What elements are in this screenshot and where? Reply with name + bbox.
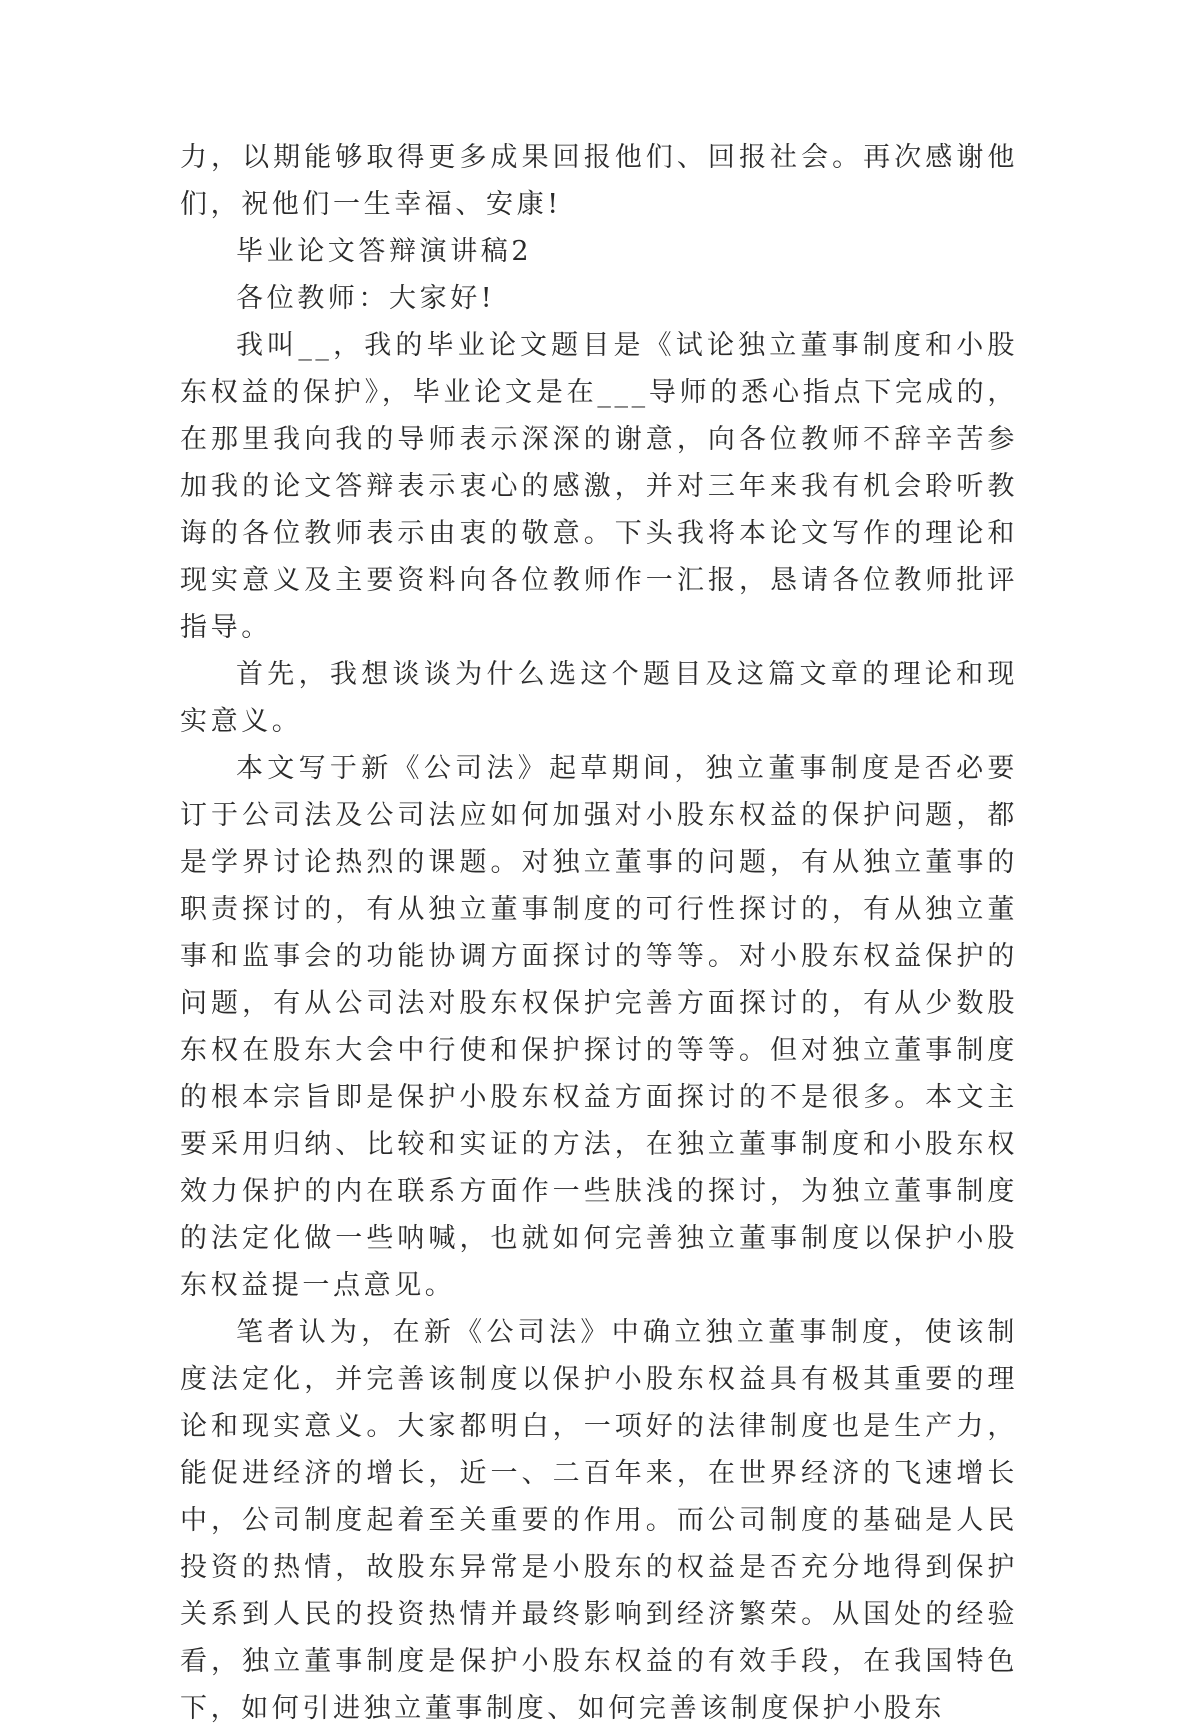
paragraph-closing-thanks: 力，以期能够取得更多成果回报他们、回报社会。再次感谢他们，祝他们一生幸福、安康! — [180, 142, 1018, 220]
paragraph-introduction: 我叫__，我的毕业论文题目是《试论独立董事制度和小股东权益的保护》，毕业论文是在___导师的悉心指点下完成的，在那里我向我的导师表示深深的谢意，向各位教师不辞辛苦参加我的论文答辩表示衷心的感激，并对三年来我有机会聆听教诲的各位教师表示由衷的敬意。下头我将本论文写作的理论和现实意义及主要资料向各位教师作一汇报，恳请各位教师批评指导。 — [180, 330, 1018, 643]
greeting: 各位教师：大家好! — [236, 283, 496, 314]
paragraph-topic-question: 首先，我想谈谈为什么选这个题目及这篇文章的理论和现实意义。 — [180, 659, 1018, 737]
paragraph-background: 本文写于新《公司法》起草期间，独立董事制度是否必要订于公司法及公司法应如何加强对小股东权益的保护问题，都是学界讨论热烈的课题。对独立董事的问题，有从独立董事的职责探讨的，有从独立董事制度的可行性探讨的，有从独立董事和监事会的功能协调方面探讨的等等。对小股东权益保护的问题，有从公司法对股东权保护完善方面探讨的，有从少数股东权在股东大会中行使和保护探讨的等等。但对独立董事制度的根本宗旨即是保护小股东权益方面探讨的不是很多。本文主要采用归纳、比较和实证的方法，在独立董事制度和小股东权效力保护的内在联系方面作一些肤浅的探讨，为独立董事制度的法定化做一些呐喊，也就如何完善独立董事制度以保护小股东权益提一点意见。 — [180, 753, 1018, 1301]
document-body — [180, 134, 1018, 1732]
paragraph-significance: 笔者认为，在新《公司法》中确立独立董事制度，使该制度法定化，并完善该制度以保护小股东权益具有极其重要的理论和现实意义。大家都明白，一项好的法律制度也是生产力，能促进经济的增长，近一、二百年来，在世界经济的飞速增长中，公司制度起着至关重要的作用。而公司制度的基础是人民投资的热情，故股东异常是小股东的权益是否充分地得到保护关系到人民的投资热情并最终影响到经济繁荣。从国处的经验看，独立董事制度是保护小股东权益的有效手段，在我国特色下，如何引进独立董事制度、如何完善该制度保护小股东 — [180, 1317, 1018, 1724]
section-title: 毕业论文答辩演讲稿2 — [236, 236, 533, 267]
